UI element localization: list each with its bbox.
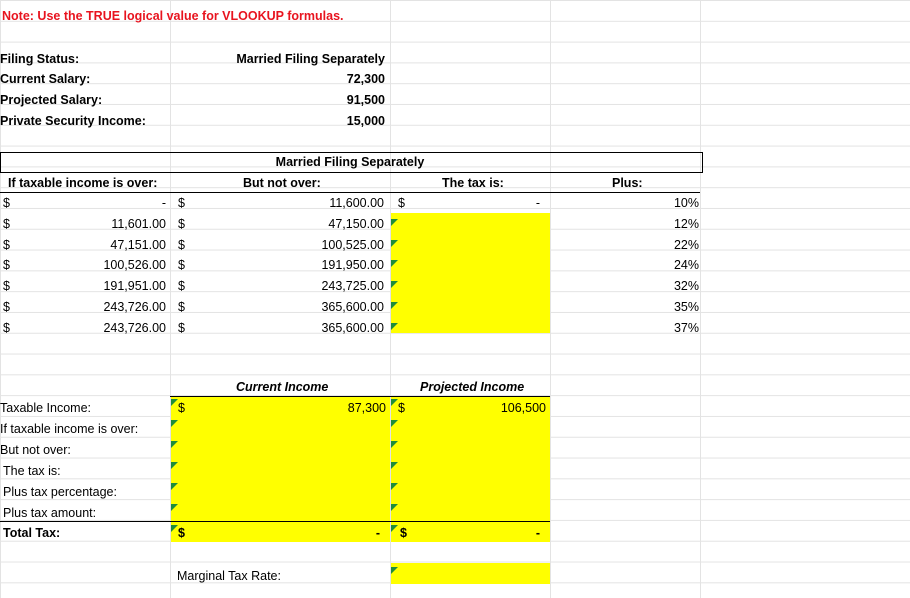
error-triangle-icon bbox=[171, 441, 178, 448]
over-currency: $ bbox=[3, 216, 10, 231]
taxable-income-label: Taxable Income: bbox=[0, 401, 92, 415]
projected-total-value[interactable]: - bbox=[535, 526, 540, 540]
error-triangle-icon bbox=[171, 504, 178, 511]
rate-value[interactable]: 22% bbox=[673, 237, 699, 252]
header-over: If taxable income is over: bbox=[8, 176, 158, 190]
not-over-currency: $ bbox=[178, 237, 185, 252]
projected-taxable-value[interactable]: 106,500 bbox=[500, 401, 546, 415]
error-triangle-icon bbox=[391, 302, 398, 309]
over-value[interactable]: 47,151.00 bbox=[110, 237, 166, 252]
total-tax-label: Total Tax: bbox=[3, 526, 61, 540]
error-triangle-icon bbox=[391, 219, 398, 226]
not-over-currency: $ bbox=[178, 216, 185, 231]
filing-status-value[interactable]: Married Filing Separately bbox=[236, 52, 385, 66]
error-triangle-icon bbox=[171, 420, 178, 427]
filing-status-label: Filing Status: bbox=[0, 52, 80, 66]
header-tax-is: The tax is: bbox=[442, 176, 504, 190]
error-triangle-icon bbox=[391, 399, 398, 406]
error-triangle-icon bbox=[391, 462, 398, 469]
private-security-value[interactable]: 15,000 bbox=[346, 114, 385, 128]
marginal-rate-cell[interactable] bbox=[391, 563, 550, 584]
calc-over-label: If taxable income is over: bbox=[0, 422, 139, 436]
tax-currency: $ bbox=[398, 196, 405, 210]
not-over-value[interactable]: 191,950.00 bbox=[321, 258, 384, 273]
tax-value[interactable]: - bbox=[535, 196, 540, 210]
error-triangle-icon bbox=[171, 525, 178, 532]
calc-not-over-label: But not over: bbox=[0, 443, 71, 457]
over-currency: $ bbox=[3, 258, 10, 273]
error-triangle-icon bbox=[391, 240, 398, 247]
rate-value[interactable]: 24% bbox=[673, 258, 699, 273]
over-currency: $ bbox=[3, 300, 10, 314]
not-over-currency: $ bbox=[178, 258, 185, 273]
rate-value[interactable]: 10% bbox=[673, 196, 699, 210]
marginal-tax-rate-label: Marginal Tax Rate: bbox=[177, 569, 281, 583]
not-over-currency: $ bbox=[178, 196, 185, 210]
over-value[interactable]: 243,726.00 bbox=[103, 300, 166, 314]
bracket-table-title: Married Filing Separately bbox=[275, 155, 425, 169]
error-triangle-icon bbox=[391, 323, 398, 330]
projected-total-currency: $ bbox=[400, 526, 407, 540]
over-value[interactable]: 11,601.00 bbox=[111, 216, 166, 231]
current-total-value[interactable]: - bbox=[375, 526, 380, 540]
plus-tax-amt-label: Plus tax amount: bbox=[3, 506, 97, 520]
rate-value[interactable]: 12% bbox=[673, 216, 699, 231]
calc-tax-is-label: The tax is: bbox=[3, 464, 61, 478]
not-over-currency: $ bbox=[178, 300, 185, 314]
error-triangle-icon bbox=[391, 483, 398, 490]
current-total-currency: $ bbox=[178, 526, 185, 540]
private-security-label: Private Security Income: bbox=[0, 114, 146, 128]
error-triangle-icon bbox=[171, 483, 178, 490]
current-salary-value[interactable]: 72,300 bbox=[346, 72, 385, 86]
current-taxable-currency: $ bbox=[178, 401, 185, 415]
current-income-header: Current Income bbox=[236, 380, 329, 394]
note-text: Note: Use the TRUE logical value for VLOOKUP formulas. bbox=[2, 9, 344, 23]
header-not-over: But not over: bbox=[243, 176, 321, 190]
error-triangle-icon bbox=[391, 567, 398, 574]
over-value[interactable]: 243,726.00 bbox=[103, 320, 166, 335]
error-triangle-icon bbox=[391, 525, 398, 532]
plus-tax-pct-label: Plus tax percentage: bbox=[3, 485, 117, 499]
over-currency: $ bbox=[3, 320, 10, 335]
error-triangle-icon bbox=[391, 260, 398, 267]
current-salary-label: Current Salary: bbox=[0, 72, 91, 86]
rate-value[interactable]: 37% bbox=[673, 320, 699, 335]
header-plus: Plus: bbox=[612, 176, 643, 190]
over-value[interactable]: 100,526.00 bbox=[103, 258, 166, 273]
tax-formula-area[interactable] bbox=[391, 213, 550, 333]
not-over-value[interactable]: 365,600.00 bbox=[321, 300, 384, 314]
over-currency: $ bbox=[3, 279, 10, 294]
error-triangle-icon bbox=[391, 504, 398, 511]
not-over-value[interactable]: 100,525.00 bbox=[321, 237, 384, 252]
projected-taxable-currency: $ bbox=[398, 401, 405, 415]
over-value[interactable]: - bbox=[161, 196, 166, 210]
not-over-currency: $ bbox=[178, 320, 185, 335]
error-triangle-icon bbox=[171, 462, 178, 469]
projected-income-header: Projected Income bbox=[420, 380, 525, 394]
not-over-currency: $ bbox=[178, 279, 185, 294]
error-triangle-icon bbox=[391, 420, 398, 427]
over-currency: $ bbox=[3, 237, 10, 252]
rate-value[interactable]: 35% bbox=[673, 300, 699, 314]
current-taxable-value[interactable]: 87,300 bbox=[347, 401, 386, 415]
error-triangle-icon bbox=[391, 281, 398, 288]
not-over-value[interactable]: 365,600.00 bbox=[321, 320, 384, 335]
projected-salary-value[interactable]: 91,500 bbox=[346, 93, 385, 107]
error-triangle-icon bbox=[171, 399, 178, 406]
not-over-value[interactable]: 243,725.00 bbox=[321, 279, 384, 294]
not-over-value[interactable]: 47,150.00 bbox=[328, 216, 384, 231]
rate-value[interactable]: 32% bbox=[673, 279, 699, 294]
over-currency: $ bbox=[3, 196, 10, 210]
over-value[interactable]: 191,951.00 bbox=[103, 279, 166, 294]
error-triangle-icon bbox=[391, 441, 398, 448]
projected-salary-label: Projected Salary: bbox=[0, 93, 103, 107]
not-over-value[interactable]: 11,600.00 bbox=[329, 196, 384, 210]
